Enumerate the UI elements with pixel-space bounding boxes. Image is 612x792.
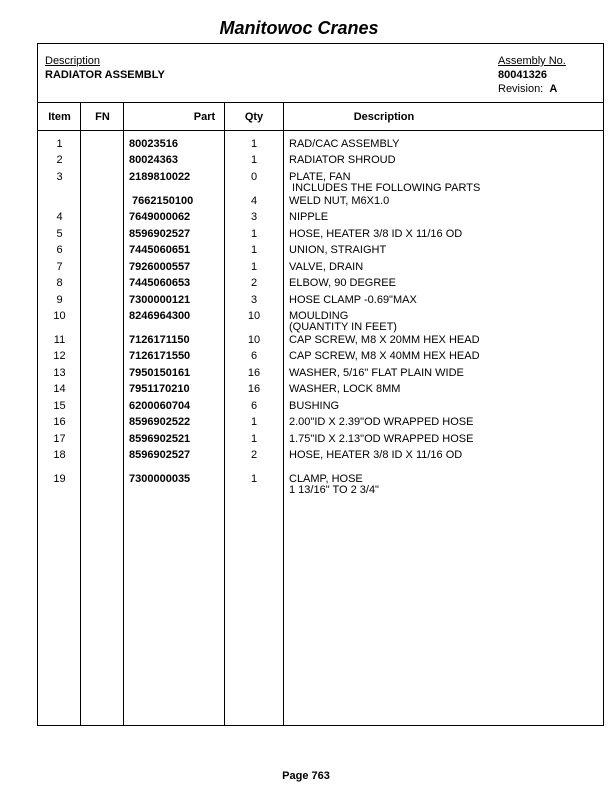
row-description: VALVE, DRAIN — [289, 261, 364, 273]
row-qty: 1 — [250, 433, 258, 445]
row-description: RAD/CAC ASSEMBLY — [289, 138, 400, 150]
row-item: 16 — [53, 416, 66, 428]
row-part: 7950150161 — [129, 367, 191, 379]
row-part: 2189810022 — [129, 171, 191, 183]
row-part: 7445060653 — [129, 277, 191, 289]
row-item: 19 — [53, 473, 66, 485]
row-qty: 4 — [250, 195, 258, 207]
column-divider — [283, 103, 284, 725]
row-item: 2 — [56, 154, 63, 166]
revision-label: Revision: — [498, 83, 544, 95]
column-header-qty: Qty — [244, 111, 264, 123]
row-qty: 2 — [250, 449, 258, 461]
row-part: 7951170210 — [129, 383, 190, 395]
row-qty: 1 — [250, 138, 258, 150]
row-qty: 1 — [250, 416, 258, 428]
column-divider — [80, 103, 81, 725]
row-qty: 6 — [250, 350, 258, 362]
description-label: Description — [45, 55, 101, 67]
row-description: WASHER, 5/16" FLAT PLAIN WIDE — [289, 367, 464, 379]
row-description: 1.75"ID X 2.13"OD WRAPPED HOSE — [289, 433, 474, 445]
page-number: Page 763 — [282, 770, 330, 782]
row-description: HOSE CLAMP -0.69"MAX — [289, 294, 417, 306]
row-description: MOULDING (QUANTITY IN FEET) — [289, 310, 397, 333]
row-qty: 1 — [250, 154, 258, 166]
assembly-number: 80041326 — [498, 69, 547, 81]
row-qty: 16 — [247, 383, 261, 395]
row-qty: 1 — [250, 244, 258, 256]
column-header-item: Item — [48, 111, 71, 123]
row-qty: 1 — [250, 261, 258, 273]
row-description: CAP SCREW, M8 X 40MM HEX HEAD — [289, 350, 480, 362]
row-description: CAP SCREW, M8 X 20MM HEX HEAD — [289, 334, 480, 346]
row-description: WASHER, LOCK 8MM — [289, 383, 401, 395]
row-part: 7300000035 — [129, 473, 191, 485]
row-item: 7 — [56, 261, 63, 273]
revision-line — [498, 82, 566, 96]
row-part: 8596902527 — [129, 228, 191, 240]
row-description: ELBOW, 90 DEGREE — [289, 277, 396, 289]
row-item: 9 — [56, 294, 63, 306]
row-part: 6200060704 — [129, 400, 191, 412]
revision-value: A — [549, 83, 558, 95]
row-item: 15 — [53, 400, 66, 412]
row-description: UNION, STRAIGHT — [289, 244, 387, 256]
column-header-fn: FN — [95, 111, 110, 123]
row-item: 10 — [53, 310, 66, 322]
row-item: 3 — [56, 171, 63, 183]
row-qty: 10 — [247, 310, 261, 322]
row-item: 13 — [53, 367, 66, 379]
row-part: 7126171550 — [129, 350, 191, 362]
row-item: 1 — [56, 138, 63, 150]
row-item: 14 — [53, 383, 66, 395]
row-item: 8 — [56, 277, 63, 289]
row-description: HOSE, HEATER 3/8 ID X 11/16 OD — [289, 449, 463, 461]
document-title: Manitowoc Cranes — [219, 18, 379, 38]
row-part: 80023516 — [129, 138, 178, 150]
row-part: 8596902527 — [129, 449, 191, 461]
row-item: 11 — [53, 334, 66, 346]
assembly-description: RADIATOR ASSEMBLY — [45, 69, 165, 81]
row-item: 18 — [53, 449, 66, 461]
assembly-description-block — [45, 54, 165, 82]
row-part: 8596902521 — [129, 433, 191, 445]
row-qty: 6 — [250, 400, 258, 412]
row-description: CLAMP, HOSE 1 13/16" TO 2 3/4" — [289, 473, 379, 496]
parts-table-frame — [37, 43, 604, 726]
row-part: 8596902522 — [129, 416, 191, 428]
row-description: 2.00"ID X 2.39"OD WRAPPED HOSE — [289, 416, 474, 428]
row-description: WELD NUT, M6X1.0 — [289, 195, 390, 207]
row-qty: 1 — [250, 228, 258, 240]
row-part: 7445060651 — [129, 244, 191, 256]
row-qty: 3 — [250, 294, 258, 306]
row-part: 8246964300 — [129, 310, 191, 322]
row-item: 12 — [53, 350, 66, 362]
row-description: PLATE, FAN INCLUDES THE FOLLOWING PARTS — [289, 171, 481, 194]
row-part: 7926000557 — [129, 261, 191, 273]
row-part: 7649000062 — [129, 211, 191, 223]
column-header-description: Description — [353, 111, 415, 123]
row-description: HOSE, HEATER 3/8 ID X 11/16 OD — [289, 228, 463, 240]
row-qty: 1 — [250, 473, 258, 485]
row-qty: 0 — [250, 171, 258, 183]
assembly-header — [38, 44, 603, 103]
row-qty: 2 — [250, 277, 258, 289]
row-item: 4 — [56, 211, 63, 223]
row-part: 7300000121 — [129, 294, 191, 306]
row-part: 7662150100 — [129, 195, 194, 207]
row-item: 5 — [56, 228, 63, 240]
row-description: RADIATOR SHROUD — [289, 154, 396, 166]
row-description: BUSHING — [289, 400, 340, 412]
row-part: 7126171150 — [129, 334, 190, 346]
row-part: 80024363 — [129, 154, 178, 166]
assembly-number-block — [498, 54, 566, 96]
row-qty: 10 — [247, 334, 261, 346]
column-header-part: Part — [193, 111, 216, 123]
column-divider — [123, 103, 124, 725]
row-qty: 3 — [250, 211, 258, 223]
assembly-number-label: Assembly No. — [498, 55, 566, 67]
row-item: 6 — [56, 244, 63, 256]
row-item: 17 — [53, 433, 66, 445]
row-description: NIPPLE — [289, 211, 329, 223]
row-qty: 16 — [247, 367, 261, 379]
